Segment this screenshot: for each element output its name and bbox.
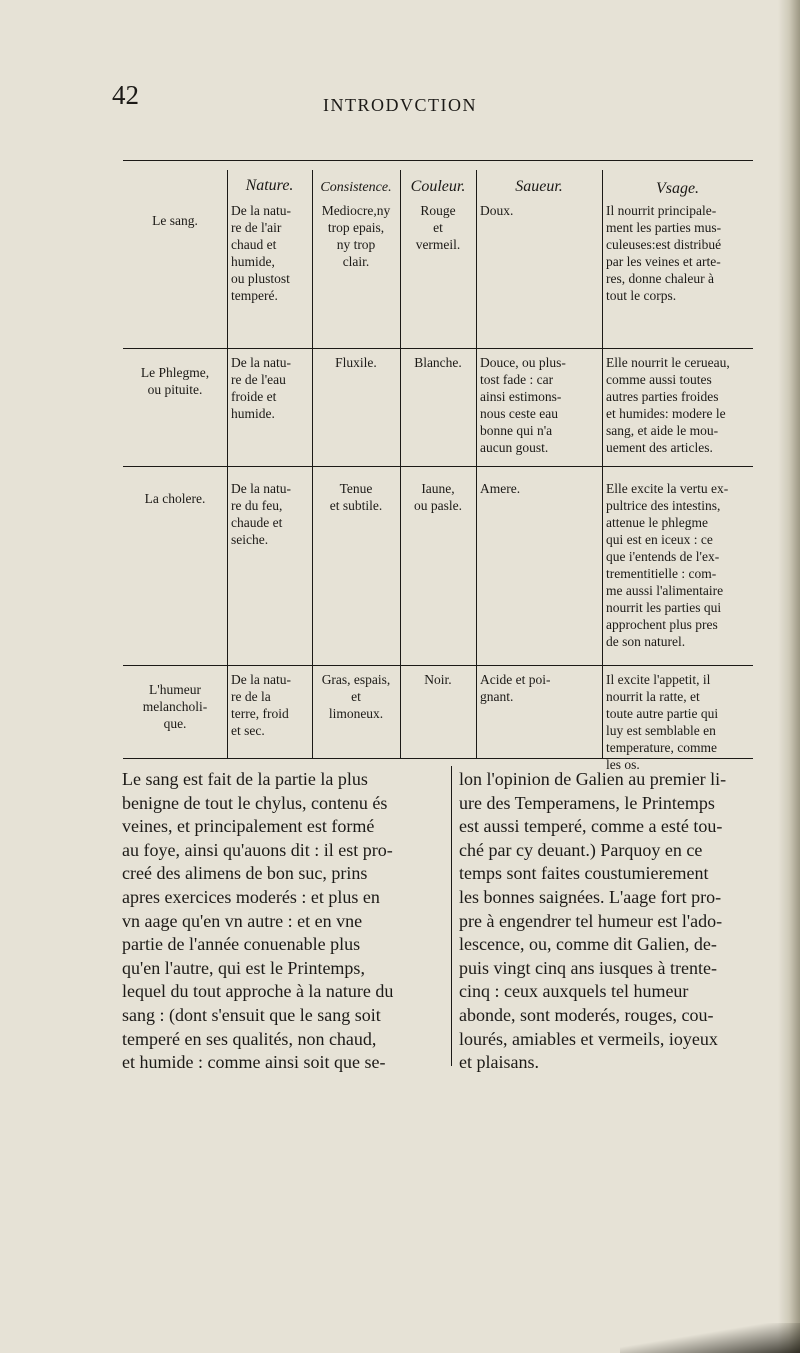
- cell-line: et subtile.: [329, 498, 383, 513]
- cell-line: tost fade : car: [480, 372, 554, 387]
- text-line: pre à engendrer tel humeur est l'ado-: [459, 910, 723, 931]
- cell-line: limoneux.: [328, 706, 384, 721]
- body-right-column: [459, 768, 757, 1075]
- cell-line: De la natu-: [231, 481, 291, 496]
- column-rule: [451, 766, 452, 1066]
- table-cell-nature: [231, 354, 309, 422]
- table-row-divider: [123, 665, 753, 666]
- text-line: benigne de tout le chylus, contenu és: [122, 792, 388, 813]
- cell-line: bonne qui n'a: [480, 423, 553, 438]
- cell-line: Mediocre,ny: [321, 203, 391, 218]
- cell-line: autres parties froides: [606, 389, 719, 404]
- cell-line: Elle excite la vertu ex-: [606, 481, 729, 496]
- cell-line: ny trop: [336, 237, 376, 252]
- table-cell-nature: [231, 202, 309, 304]
- page-edge-shadow: [778, 0, 800, 1353]
- table-column-divider: [227, 170, 228, 758]
- text-line: lon l'opinion de Galien au premier li-: [459, 769, 727, 789]
- cell-line: culeuses:est distribué: [606, 237, 722, 252]
- cell-line: et: [351, 689, 361, 704]
- cell-line: nourrit les parties qui: [606, 600, 722, 615]
- text-line: lescence, ou, comme dit Galien, de-: [459, 934, 717, 955]
- cell-line: et: [433, 220, 443, 235]
- cell-line: tout le corps.: [606, 288, 677, 303]
- cell-line: de son naturel.: [606, 634, 686, 649]
- table-cell-couleur: [402, 480, 474, 514]
- cell-line: Noir.: [424, 672, 452, 687]
- table-cell-humor: [123, 364, 227, 398]
- cell-line: trop epais,: [327, 220, 385, 235]
- cell-line: chaud et: [231, 237, 277, 252]
- table-cell-usage: [606, 480, 751, 650]
- cell-line: Rouge: [420, 203, 456, 218]
- cell-line: terre, froid: [231, 706, 289, 721]
- cell-line: trementitielle : com-: [606, 566, 717, 581]
- text-line: cinq : ceux auxquels tel humeur: [459, 981, 689, 1002]
- cell-line: les os.: [606, 757, 640, 772]
- text-line: lequel du tout approche à la nature du: [122, 981, 394, 1002]
- text-line: au foye, ainsi qu'auons dit : il est pro-: [122, 839, 393, 860]
- table-cell-nature: [231, 671, 309, 739]
- table-column-divider: [312, 170, 313, 758]
- text-line: temperé en ses qualités, non chaud,: [122, 1028, 377, 1049]
- table-cell-usage: [606, 354, 751, 456]
- page-corner-shadow: [620, 1323, 800, 1353]
- cell-line: L'humeur: [149, 682, 201, 697]
- cell-line: nous ceste eau: [480, 406, 558, 421]
- cell-line: gnant.: [480, 689, 514, 704]
- table-cell-couleur: [402, 354, 474, 371]
- table-cell-usage: [606, 671, 751, 773]
- cell-line: que i'entends de l'ex-: [606, 549, 720, 564]
- cell-line: clair.: [342, 254, 370, 269]
- cell-line: comme aussi toutes: [606, 372, 712, 387]
- cell-line: Douce, ou plus-: [480, 355, 566, 370]
- cell-line: La cholere.: [144, 491, 206, 506]
- text-line: sang : (dont s'ensuit que le sang soit: [122, 1004, 381, 1025]
- cell-line: re du feu,: [231, 498, 283, 513]
- text-line: Le sang est fait de la partie la plus: [122, 769, 368, 789]
- cell-line: ou plustost: [231, 271, 290, 286]
- cell-line: res, donne chaleur à: [606, 271, 714, 286]
- cell-line: re de l'air: [231, 220, 282, 235]
- text-line: est aussi temperé, comme a esté tou-: [459, 816, 723, 837]
- text-line: et humide : comme ainsi soit que se-: [122, 1052, 386, 1073]
- table-cell-couleur: [402, 202, 474, 253]
- cell-line: ou pasle.: [414, 498, 462, 513]
- cell-line: Il nourrit principale-: [606, 203, 717, 218]
- cell-line: et sec.: [231, 723, 265, 738]
- cell-line: De la natu-: [231, 672, 291, 687]
- cell-line: Fluxile.: [335, 355, 377, 370]
- cell-line: temperé.: [231, 288, 278, 303]
- text-line: apres exercices moderés : et plus en: [122, 886, 380, 907]
- cell-line: et humides: modere le: [606, 406, 726, 421]
- header-couleur: Couleur.: [410, 178, 466, 195]
- table-cell-saveur: [480, 671, 600, 705]
- cell-line: re de l'eau: [231, 372, 286, 387]
- text-line: vn aage qu'en vn autre : et en vne: [122, 910, 363, 931]
- cell-line: Le sang.: [152, 213, 198, 228]
- cell-line: approchent plus pres: [606, 617, 718, 632]
- table-column-divider: [476, 170, 477, 758]
- text-line: veines, et principalement est formé: [122, 816, 375, 837]
- cell-line: seiche.: [231, 532, 269, 547]
- table-cell-consistence: [314, 671, 398, 722]
- text-line: qu'en l'autre, qui est le Printemps,: [122, 957, 365, 978]
- header-nature: Nature.: [245, 177, 294, 194]
- page-number: 42: [112, 80, 139, 110]
- cell-line: De la natu-: [231, 355, 291, 370]
- table-column-divider: [602, 170, 603, 758]
- table-cell-saveur: [480, 480, 600, 497]
- table-top-rule: [123, 160, 753, 161]
- text-line: partie de l'année conuenable plus: [122, 934, 361, 955]
- cell-line: ment les parties mus-: [606, 220, 722, 235]
- text-line: abonde, sont moderés, rouges, cou-: [459, 1004, 714, 1025]
- table-cell-usage: [606, 202, 751, 304]
- cell-line: humide,: [231, 254, 275, 269]
- table-cell-humor: [123, 490, 227, 507]
- header-usage: Vsage.: [655, 180, 700, 197]
- table-cell-nature: [231, 480, 309, 548]
- cell-line: toute autre partie qui: [606, 706, 719, 721]
- table-row-divider: [123, 348, 753, 349]
- cell-line: froide et: [231, 389, 277, 404]
- cell-line: ainsi estimons-: [480, 389, 562, 404]
- cell-line: Le Phlegme,: [140, 365, 210, 380]
- text-line: lourés, amiables et vermeils, ioyeux: [459, 1028, 718, 1049]
- table-cell-saveur: [480, 354, 600, 456]
- text-line: et plaisans.: [459, 1052, 539, 1073]
- cell-line: Elle nourrit le cerueau,: [606, 355, 730, 370]
- table-cell-consistence: [314, 354, 398, 371]
- cell-line: me aussi l'alimentaire: [606, 583, 724, 598]
- text-line: ure des Temperamens, le Printemps: [459, 792, 715, 813]
- text-line: les bonnes saignées. L'aage fort pro-: [459, 886, 722, 907]
- text-line: creé des alimens de bon suc, prins: [122, 863, 368, 884]
- cell-line: pultrice des intestins,: [606, 498, 721, 513]
- cell-line: Acide et poi-: [480, 672, 551, 687]
- cell-line: re de la: [231, 689, 271, 704]
- table-cell-couleur: [402, 671, 474, 688]
- cell-line: temperature, comme: [606, 740, 717, 755]
- cell-line: Iaune,: [421, 481, 455, 496]
- body-left-column: [122, 768, 447, 1075]
- cell-line: par les veines et arte-: [606, 254, 721, 269]
- cell-line: vermeil.: [415, 237, 461, 252]
- cell-line: uement des articles.: [606, 440, 713, 455]
- cell-line: humide.: [231, 406, 275, 421]
- cell-line: Il excite l'appetit, il: [606, 672, 711, 687]
- cell-line: que.: [163, 716, 187, 731]
- cell-line: aucun goust.: [480, 440, 549, 455]
- cell-line: sang, et aide le mou-: [606, 423, 719, 438]
- table-cell-consistence: [314, 202, 398, 270]
- cell-line: luy est semblable en: [606, 723, 716, 738]
- cell-line: nourrit la ratte, et: [606, 689, 700, 704]
- cell-line: ou pituite.: [147, 382, 203, 397]
- text-line: ché par cy deuant.) Parquoy en ce: [459, 839, 703, 860]
- table-column-divider: [400, 170, 401, 758]
- header-saveur: Saueur.: [515, 178, 563, 195]
- text-line: temps sont faites coustumierement: [459, 863, 709, 884]
- table-cell-humor: [123, 681, 227, 732]
- header-consistence: Consistence.: [320, 180, 392, 195]
- cell-line: Gras, espais,: [321, 672, 391, 687]
- text-line: puis vingt cinq ans iusques à trente-: [459, 957, 717, 978]
- table-cell-consistence: [314, 480, 398, 514]
- table-cell-saveur: [480, 202, 600, 219]
- cell-line: qui est en iceux : ce: [606, 532, 713, 547]
- table-cell-humor: [123, 212, 227, 229]
- cell-line: De la natu-: [231, 203, 291, 218]
- cell-line: Doux.: [480, 203, 514, 218]
- cell-line: chaude et: [231, 515, 283, 530]
- cell-line: Blanche.: [414, 355, 462, 370]
- cell-line: Amere.: [480, 481, 521, 496]
- table-row-divider: [123, 466, 753, 467]
- cell-line: attenue le phlegme: [606, 515, 708, 530]
- cell-line: melancholi-: [142, 699, 208, 714]
- cell-line: Tenue: [339, 481, 373, 496]
- running-head: INTRODVCTION: [323, 95, 477, 115]
